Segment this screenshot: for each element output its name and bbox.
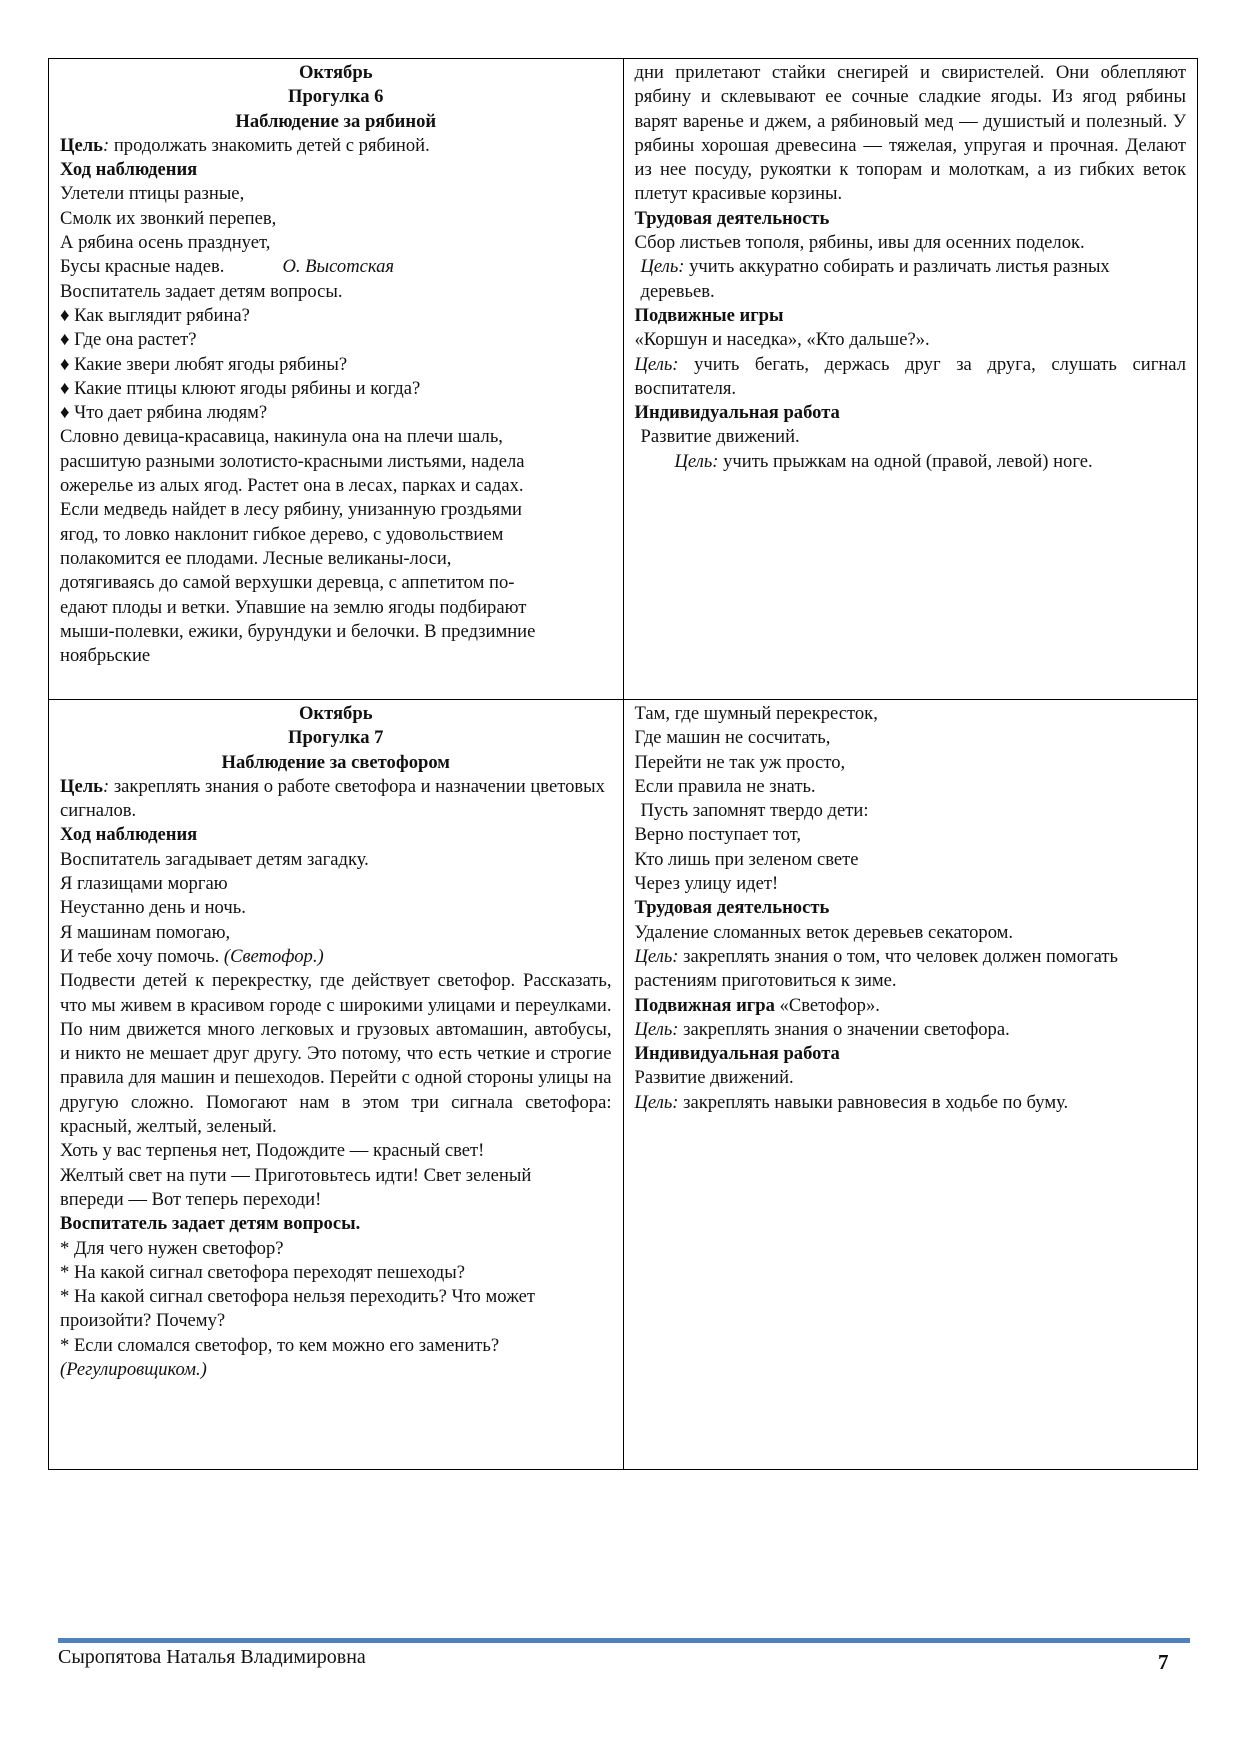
walk7-left-cell [49,700,624,1470]
walk6-story-line: ноябрьские [60,645,151,667]
walk6-labor-goal [635,255,1187,304]
walk7-poem-line: Там, где шумный перекресток, [634,703,878,724]
walk6-question: ♦ Какие птицы клюют ягоды рябины и когда? [60,377,421,399]
walk7-individual-goal-label: Цель: [634,1091,679,1113]
walk7-individual-goal [635,1091,1187,1115]
walk6-goal-label: Цель [60,134,103,156]
walk6-story-line: дотягиваясь до самой верхушки деревца, с аппетитом по- [60,572,515,594]
walk7-verse-line: впереди — Вот теперь переходи! [60,1188,322,1210]
walk7-questions-title: Воспитатель задает детям вопросы. [60,1213,361,1235]
walk7-riddle-line: Я глазищами моргаю [60,873,228,895]
walk6-games-goal [635,353,1187,402]
walk7-riddle-intro: Воспитатель загадывает детям загадку. [60,848,369,870]
walk6-labor-goal-label: Цель: [640,256,685,278]
footer-author: Сыропятова Наталья Владимировна [58,1646,366,1668]
walk6-question: ♦ Где она растет? [60,329,197,351]
walk7-last-answer: (Регулировщиком.) [60,1359,207,1381]
walk7-question: * На какой сигнал светофора переходят пешеходы? [60,1261,466,1283]
walk6-goal-colon: : [102,134,110,156]
walk7-goal [60,775,612,824]
walk6-individual-title: Индивидуальная работа [634,402,840,424]
walk7-row [49,700,1198,1470]
walk7-labor-text: Удаление сломанных веток деревьев секатором. [634,921,1014,943]
walk6-goal-text: продолжать знакомить детей с рябиной. [109,134,430,156]
walk6-observation-title: Наблюдение за рябиной [235,110,437,132]
walk7-game-goal-text: закреплять знания о значении светофора. [678,1018,1010,1040]
walk7-progress-title: Ход наблюдения [60,824,198,846]
walk6-individual-text: Развитие движений. [640,426,800,448]
walk7-game-goal [635,1018,1187,1042]
walk7-game-name: «Светофор». [774,994,880,1016]
walk7-goal-text: закреплять знания о работе светофора и назначении цветовых сигналов. [60,775,605,822]
walk7-riddle-last: И тебе хочу помочь. [60,945,224,967]
walk7-poem-line: Перейти не так уж просто, [634,751,846,773]
walk6-individual-goal [635,450,1187,474]
walk7-game-title: Подвижная игра [634,994,775,1016]
walk6-story-line: полакомится ее плодами. Лесные великаны-лоси, [60,547,452,569]
walk7-goal-label: Цель [60,775,103,797]
walk7-poem-line: Через улицу идет! [634,873,779,895]
walk7-riddle-last-line [60,945,612,969]
walk7-question: * Для чего нужен светофор? [60,1237,284,1259]
walk7-right-cell [623,700,1198,1470]
walk7-month: Октябрь [298,703,373,724]
walk6-progress-title: Ход наблюдения [60,159,198,181]
walk6-question: ♦ Как выглядит рябина? [60,304,250,326]
walk6-poem-line: Смолк их звонкий перепев, [60,207,277,229]
footer-rule [58,1638,1190,1643]
walk7-riddle-line: Неустанно день и ночь. [60,897,246,919]
walk6-games-title: Подвижные игры [634,304,784,326]
walk6-games-text: «Коршун и наседка», «Кто дальше?». [634,329,930,351]
walk6-month: Октябрь [298,62,373,83]
walk6-story-line: Словно девица-красавица, накинула она на плечи шаль, [60,426,503,448]
walk6-story-line: мыши-полевки, ежики, бурундуки и белочки. В предзимние [60,620,536,642]
plan-table [48,58,1198,1470]
walk7-title: Прогулка 7 [288,727,384,749]
walk6-question: ♦ Что дает рябина людям? [60,402,268,424]
walk7-individual-goal-text: закреплять навыки равновесия в ходьбе по буму. [678,1091,1069,1113]
walk7-labor-goal-text: закреплять знания о том, что человек должен помогать растениям приготовиться к зиме. [634,945,1118,992]
walk7-poem-line: Верно поступает тот, [634,824,802,846]
walk6-goal [60,134,612,158]
walk6-left-cell [49,59,624,700]
walk7-description: Подвести детей к перекрестку, где действует светофор. Рассказать, что мы живем в красивом городе с широкими улицами и переулками. По ним движется много легковых и грузовых автомашин, автобусы, и никто не мешает друг другу. Это потому, что есть четкие и строгие правила для машин и пешеходов. Перейти с одной стороны улицы на другую сложно. Помогают нам в этом три сигнала светофора: красный, желтый, зеленый. [60,970,612,1138]
walk7-riddle-answer: (Светофор.) [223,945,324,967]
walk7-verse-line: Желтый свет на пути — Приготовьтесь идти! Свет зеленый [60,1164,532,1186]
walk7-individual-title: Индивидуальная работа [634,1043,840,1065]
walk6-poem-line: Улетели птицы разные, [60,183,245,205]
walk6-right-cell [623,59,1198,700]
walk7-question: * На какой сигнал светофора нельзя переходить? Что может произойти? Почему? [60,1286,536,1332]
walk6-row [49,59,1198,700]
walk7-labor-goal-label: Цель: [634,945,679,967]
page-number: 7 [1158,1650,1169,1674]
walk6-games-goal-label: Цель: [634,353,679,375]
walk6-story-line: Если медведь найдет в лесу рябину, унизанную гроздьями [60,499,522,521]
walk6-story-line: ожерелье из алых ягод. Растет она в лесах, парках и садах. [60,475,524,497]
walk7-poem-line: Если правила не знать. [634,775,816,797]
walk6-poem-line: Бусы красные надев. [60,256,225,278]
walk6-story-line: расшитую разными золотисто-красными листьями, надела [60,450,525,472]
walk7-labor-title: Трудовая деятельность [634,897,830,919]
walk6-question: ♦ Какие звери любят ягоды рябины? [60,353,348,375]
walk6-poem-author: О. Высотская [282,256,395,278]
walk7-game-goal-label: Цель: [634,1018,679,1040]
walk7-poem-line: Где машин не сосчитать, [634,727,831,749]
walk7-observation-title: Наблюдение за светофором [221,751,450,773]
walk7-question: * Если сломался светофор, то кем можно его заменить? [60,1334,500,1356]
walk6-games-goal-text: учить бегать, держась друг за друга, слушать сигнал воспитателя. [634,353,1186,399]
walk6-poem-line: А рябина осень празднует, [60,232,271,254]
walk7-game [635,994,1187,1018]
walk6-individual-goal-text: учить прыжкам на одной (правой, левой) ноге. [718,450,1093,472]
walk6-continuation: дни прилетают стайки снегирей и свиристелей. Они облепляют рябину и склевывают ее сочные сладкие ягоды. Из ягод рябины варят варенье и джем, а рябиновый мед — душистый и полезный. У рябины хорошая древесина — тяжелая, упругая и прочная. Делают из нее посуду, рукоятки к топорам и молоткам, а из гибких веток плетут красивые корзины. [634,62,1186,205]
walk6-story-line: едают плоды и ветки. Упавшие на землю ягоды подбирают [60,596,527,618]
walk6-title: Прогулка 6 [288,86,384,108]
walk7-individual-text: Развитие движений. [634,1067,794,1089]
walk6-labor-goal-text: учить аккуратно собирать и различать листья разных деревьев. [640,256,1110,302]
walk7-poem-indented: Пусть запомнят твердо дети: [640,800,869,822]
walk7-labor-goal [635,945,1187,994]
walk6-individual-goal-label: Цель: [674,450,719,472]
walk7-riddle-line: Я машинам помогаю, [60,921,231,943]
walk7-goal-colon: : [102,775,110,797]
walk7-verse-line: Хоть у вас терпенья нет, Подождите — красный свет! [60,1140,485,1162]
walk6-questions-intro: Воспитатель задает детям вопросы. [60,280,343,302]
walk6-labor-text: Сбор листьев тополя, рябины, ивы для осенних поделок. [634,232,1085,254]
walk6-poem-last-line [60,255,612,279]
walk6-labor-title: Трудовая деятельность [634,207,830,229]
walk7-poem-line: Кто лишь при зеленом свете [634,848,859,870]
walk6-story-line: ягод, то ловко наклонит гибкое дерево, с удовольствием [60,523,504,545]
